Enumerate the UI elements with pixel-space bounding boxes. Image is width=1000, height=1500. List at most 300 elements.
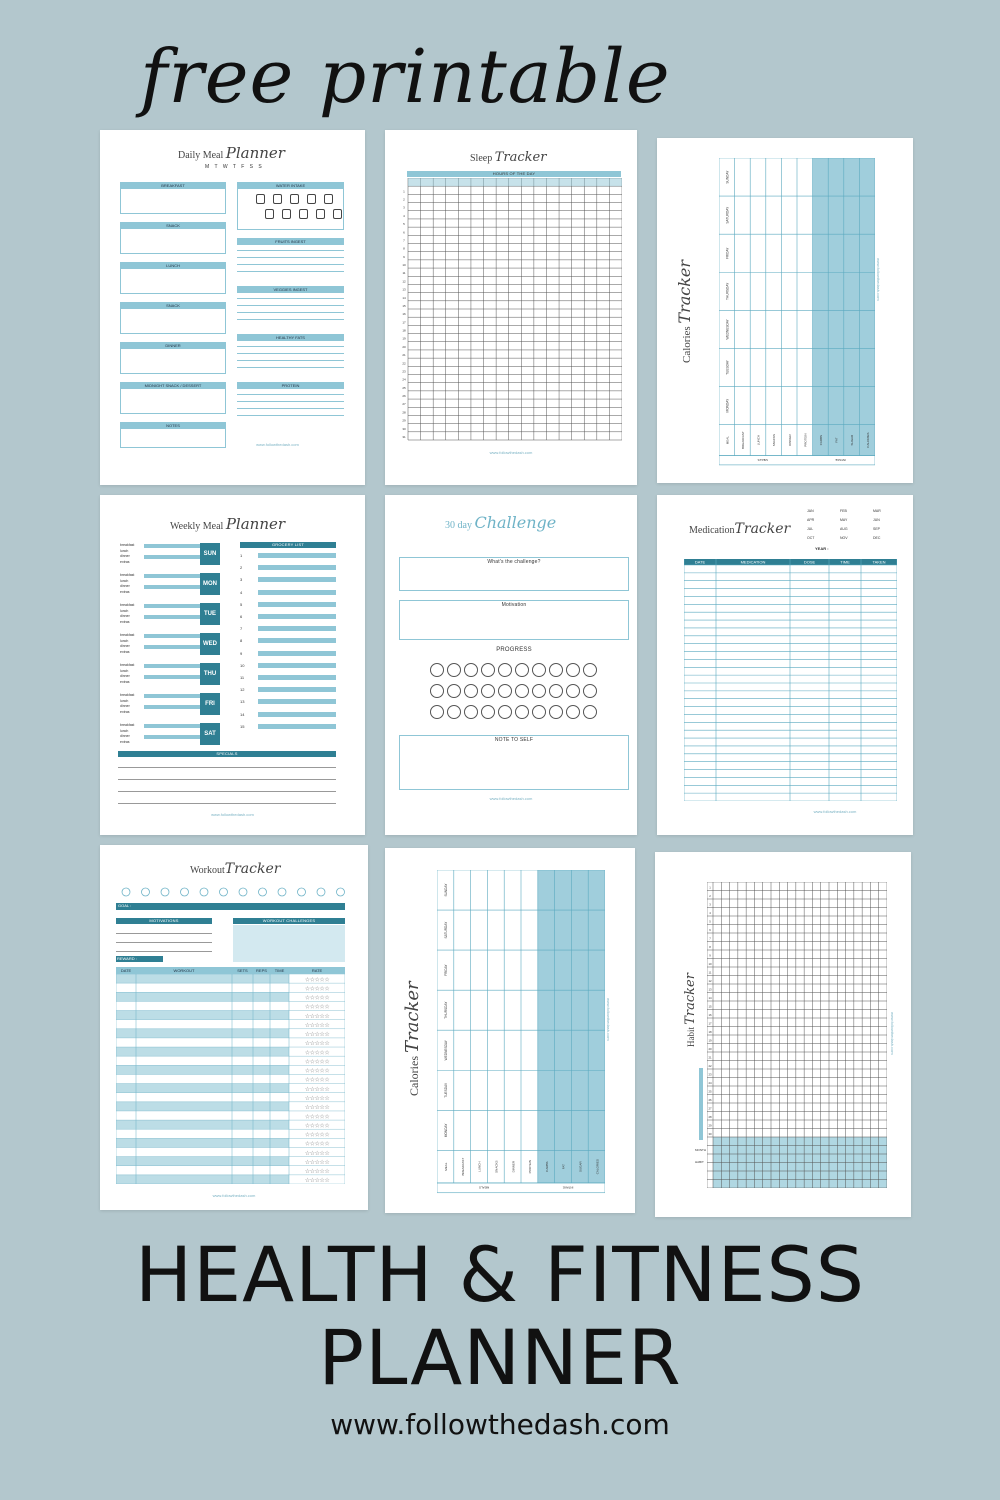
workout-reward: REWARD : xyxy=(117,956,137,961)
meal-row-label: dinner xyxy=(120,644,130,648)
workout-circles xyxy=(118,882,348,898)
svg-text:☆☆☆☆☆: ☆☆☆☆☆ xyxy=(304,1169,330,1176)
water-box xyxy=(237,182,344,230)
svg-text:DINNER: DINNER xyxy=(787,434,792,446)
sleep-hours-label: HOURS OF THE DAY xyxy=(492,171,536,176)
workout-goal: GOAL : xyxy=(118,903,132,908)
grocery-bar xyxy=(258,590,336,595)
intake-line xyxy=(237,305,344,306)
svg-text:FAT: FAT xyxy=(561,1164,566,1170)
grocery-bar xyxy=(258,602,336,607)
meal-row-label: breakfast xyxy=(120,543,135,547)
workout-footer: www.followthedash.com xyxy=(212,1193,256,1198)
svg-text:6: 6 xyxy=(709,927,711,932)
meal-row-bar xyxy=(144,724,200,728)
svg-text:FRIDAY: FRIDAY xyxy=(444,964,449,976)
svg-text:3: 3 xyxy=(709,902,711,907)
footer-title-line1: HEALTH & FITNESS xyxy=(134,1230,866,1319)
svg-text:☆☆☆☆☆: ☆☆☆☆☆ xyxy=(304,1159,330,1166)
grocery-number: 6 xyxy=(240,614,243,619)
habit-title-b: Tracker xyxy=(683,973,698,1025)
svg-text:DINNER: DINNER xyxy=(511,1160,516,1173)
intake-line xyxy=(237,408,344,409)
sleep-grid xyxy=(400,178,622,446)
svg-text:11: 11 xyxy=(708,970,712,975)
grocery-bar xyxy=(258,675,336,680)
meal-row-bar xyxy=(144,585,200,589)
svg-text:30: 30 xyxy=(402,426,406,431)
challenge-note-label: NOTE TO SELF xyxy=(494,737,534,743)
meal-section-label: LUNCH xyxy=(120,262,226,269)
sleep-tracker-page xyxy=(385,130,637,485)
svg-text:TUESDAY: TUESDAY xyxy=(444,1082,449,1098)
meal-row-label: lunch xyxy=(120,698,129,703)
meal-row-bar xyxy=(144,621,200,625)
intake-section-label: VEGGIES INGEST xyxy=(237,286,344,293)
habit-tracker-page xyxy=(655,852,911,1217)
meal-row-bar xyxy=(144,735,200,739)
svg-text:SNACKS: SNACKS xyxy=(772,433,777,447)
month-label: MAY xyxy=(840,518,848,522)
challenge-footer: www.followthedash.com xyxy=(489,796,533,801)
meal-row-bar xyxy=(144,651,200,655)
svg-text:MEAL: MEAL xyxy=(444,1162,449,1171)
svg-text:LUNCH: LUNCH xyxy=(756,434,761,446)
meal-section-label: MIDNIGHT SNACK / DESSERT xyxy=(120,382,226,389)
grocery-number: 2 xyxy=(240,565,243,571)
grocery-bar xyxy=(258,553,336,558)
svg-text:29: 29 xyxy=(402,418,406,423)
meal-row-label: dinner xyxy=(120,554,130,558)
svg-text:☆☆☆☆☆: ☆☆☆☆☆ xyxy=(304,1086,330,1093)
grocery-bar xyxy=(258,577,336,582)
svg-text:FAT: FAT xyxy=(834,437,839,443)
meal-row-bar xyxy=(144,634,200,638)
grocery-bar xyxy=(258,565,336,570)
svg-text:13: 13 xyxy=(708,987,712,992)
svg-text:27: 27 xyxy=(708,1106,712,1111)
weekly-title-a: Weekly Meal xyxy=(170,521,224,532)
svg-text:30: 30 xyxy=(708,1131,712,1136)
footer-title-line2: PLANNER xyxy=(318,1313,682,1402)
month-label: JUN xyxy=(873,518,880,522)
habit-title xyxy=(683,973,698,1047)
svg-text:TUESDAY: TUESDAY xyxy=(725,360,730,375)
svg-text:19: 19 xyxy=(708,1038,712,1043)
svg-text:1: 1 xyxy=(403,189,405,194)
svg-text:CALORIES: CALORIES xyxy=(865,432,870,448)
intake-line xyxy=(237,271,344,272)
workout-column-label: RATE xyxy=(311,968,323,973)
svg-text:28: 28 xyxy=(402,410,406,415)
sleep-title-b: Tracker xyxy=(494,150,547,165)
grocery-bar xyxy=(258,699,336,704)
intake-line xyxy=(237,394,344,395)
month-label: AUG xyxy=(840,527,848,531)
intake-line xyxy=(237,367,344,368)
svg-text:20: 20 xyxy=(402,344,406,349)
month-label: JUL xyxy=(807,527,814,531)
calories-title-a-2: Calories xyxy=(407,1056,421,1096)
svg-text:TIME: TIME xyxy=(840,559,850,565)
workout-grid xyxy=(116,974,345,1184)
svg-text:SUGAR: SUGAR xyxy=(850,434,855,446)
meal-row-bar xyxy=(144,730,200,734)
svg-text:☆☆☆☆☆: ☆☆☆☆☆ xyxy=(304,1150,330,1157)
meal-row-label: dinner xyxy=(120,734,130,738)
grocery-number: 8 xyxy=(240,638,243,644)
daily-meal-planner-page xyxy=(100,130,365,485)
meal-row-bar xyxy=(144,711,200,715)
habit-footer: www.followthedash.com xyxy=(890,1012,895,1055)
medication-footer: www.followthedash.com xyxy=(813,809,857,814)
progress-circles xyxy=(429,660,599,722)
meal-row-label: extras xyxy=(120,649,130,654)
meal-section-label: SNACK xyxy=(120,222,226,229)
svg-text:SUGAR: SUGAR xyxy=(578,1161,583,1172)
sleep-title-a: Sleep xyxy=(470,153,493,164)
svg-text:MEALS: MEALS xyxy=(757,458,768,463)
intake-line xyxy=(237,257,344,258)
meal-row-bar xyxy=(144,705,200,709)
meal-row-label: dinner xyxy=(120,614,130,618)
svg-text:☆☆☆☆☆: ☆☆☆☆☆ xyxy=(304,1068,330,1075)
challenge-progress-label: PROGRESS xyxy=(496,647,532,653)
svg-text:WEDNESDAY: WEDNESDAY xyxy=(725,319,730,340)
month-label: SEP xyxy=(873,527,881,531)
meal-row-bar xyxy=(144,574,200,578)
day-label: FRI xyxy=(200,693,220,715)
svg-text:☆☆☆☆☆: ☆☆☆☆☆ xyxy=(304,1114,330,1121)
svg-text:29: 29 xyxy=(708,1123,712,1128)
intake-section-label: FRUITS INGEST xyxy=(237,238,344,245)
svg-text:10: 10 xyxy=(708,961,712,966)
workout-column-label: SETS xyxy=(237,968,248,973)
grocery-number: 5 xyxy=(240,601,243,607)
intake-section-label: PROTEIN xyxy=(237,382,344,389)
medication-title-b: Tracker xyxy=(734,521,791,537)
meal-row-label: extras xyxy=(120,619,130,624)
svg-text:BREAKFAST: BREAKFAST xyxy=(460,1157,465,1176)
svg-text:9: 9 xyxy=(709,953,711,958)
svg-text:18: 18 xyxy=(708,1029,712,1034)
meal-row-label: breakfast xyxy=(120,693,135,697)
day-label: MON xyxy=(200,573,220,595)
svg-text:9: 9 xyxy=(403,254,405,259)
svg-text:12: 12 xyxy=(708,978,712,983)
svg-text:17: 17 xyxy=(402,320,406,325)
svg-text:3: 3 xyxy=(403,205,405,210)
meal-row-label: dinner xyxy=(120,704,130,708)
meal-section-label: BREAKFAST xyxy=(120,182,226,189)
intake-line xyxy=(237,298,344,299)
weekly-title-b: Planner xyxy=(225,515,286,533)
meal-row-bar xyxy=(144,640,200,644)
meal-row-bar xyxy=(144,550,200,554)
footer-url: www.followthedash.com xyxy=(330,1408,670,1441)
svg-text:23: 23 xyxy=(402,369,406,374)
svg-text:PROTEIN: PROTEIN xyxy=(528,1159,533,1174)
meal-row-label: lunch xyxy=(120,638,129,643)
calories-footer-1: www.followthedash.com xyxy=(876,258,881,301)
sleep-footer: www.followthedash.com xyxy=(489,450,533,455)
habit-title-a: Habit xyxy=(686,1027,696,1047)
calories-title-2 xyxy=(402,981,423,1096)
svg-text:22: 22 xyxy=(402,361,406,366)
svg-text:5: 5 xyxy=(403,222,405,227)
svg-text:13: 13 xyxy=(402,287,406,292)
grocery-number: 15 xyxy=(240,723,245,729)
meal-row-bar xyxy=(144,555,200,559)
meal-row-label: extras xyxy=(120,589,130,594)
intake-line xyxy=(237,401,344,402)
svg-text:MONDAY: MONDAY xyxy=(444,1123,449,1138)
meal-row-bar xyxy=(144,544,200,548)
month-label: NOV xyxy=(840,536,848,540)
grocery-bar xyxy=(258,687,336,692)
svg-text:CARBS: CARBS xyxy=(818,434,823,446)
svg-text:SNACKS: SNACKS xyxy=(494,1160,499,1173)
day-label: THU xyxy=(200,663,220,685)
intake-line xyxy=(237,415,344,416)
workout-tracker-page xyxy=(100,845,368,1210)
meal-row-label: breakfast xyxy=(120,663,135,667)
month-label: DEC xyxy=(873,536,881,540)
medication-year: YEAR : xyxy=(815,546,829,551)
daily-meal-days: M T W T F S S xyxy=(205,164,264,170)
meal-row-bar xyxy=(144,561,200,565)
specials-label: SPECIALS xyxy=(216,751,238,756)
meal-row-label: lunch xyxy=(120,548,129,553)
svg-text:☆☆☆☆☆: ☆☆☆☆☆ xyxy=(304,1059,330,1066)
svg-text:SATURDAY: SATURDAY xyxy=(725,206,730,224)
svg-text:DOSE: DOSE xyxy=(803,559,816,565)
meal-row-label: breakfast xyxy=(120,723,135,727)
day-label: TUE xyxy=(200,603,220,625)
meal-section-label: SNACK xyxy=(120,302,226,309)
svg-text:17: 17 xyxy=(708,1021,712,1026)
svg-text:INTAKE: INTAKE xyxy=(562,1185,574,1190)
medication-title-a: Medication xyxy=(689,525,735,536)
svg-text:☆☆☆☆☆: ☆☆☆☆☆ xyxy=(304,1022,330,1029)
meal-row-label: extras xyxy=(120,709,130,714)
weekly-footer: www.followthedash.com xyxy=(211,812,254,817)
svg-text:4: 4 xyxy=(403,213,405,218)
header-script-title: free printable xyxy=(140,34,671,120)
svg-text:27: 27 xyxy=(402,402,406,407)
svg-text:7: 7 xyxy=(709,936,711,941)
intake-line xyxy=(237,264,344,265)
day-label: WED xyxy=(200,633,220,655)
meal-row-label: lunch xyxy=(120,608,129,613)
svg-text:☆☆☆☆☆: ☆☆☆☆☆ xyxy=(304,1123,330,1130)
grocery-bar xyxy=(258,663,336,668)
svg-text:SUNDAY: SUNDAY xyxy=(444,883,449,897)
svg-text:THURSDAY: THURSDAY xyxy=(725,282,730,300)
svg-text:7: 7 xyxy=(403,238,405,243)
svg-text:26: 26 xyxy=(402,394,406,399)
grocery-number: 4 xyxy=(240,589,243,595)
svg-text:25: 25 xyxy=(402,385,406,390)
meal-row-bar xyxy=(144,700,200,704)
day-label: SAT xyxy=(200,723,220,745)
svg-text:CARBS: CARBS xyxy=(544,1161,549,1172)
meal-row-bar xyxy=(144,681,200,685)
svg-text:☆☆☆☆☆: ☆☆☆☆☆ xyxy=(304,1105,330,1112)
svg-text:16: 16 xyxy=(402,312,406,317)
svg-text:☆☆☆☆☆: ☆☆☆☆☆ xyxy=(304,1178,330,1184)
meal-row-bar xyxy=(144,664,200,668)
grocery-bar xyxy=(258,651,336,656)
svg-text:☆☆☆☆☆: ☆☆☆☆☆ xyxy=(304,995,330,1002)
month-label: APR xyxy=(807,518,815,522)
svg-text:19: 19 xyxy=(402,336,406,341)
svg-text:☆☆☆☆☆: ☆☆☆☆☆ xyxy=(304,1004,330,1011)
svg-text:25: 25 xyxy=(708,1089,712,1094)
calories-grid-2 xyxy=(437,870,605,1196)
meal-row-label: lunch xyxy=(120,728,129,733)
svg-text:18: 18 xyxy=(402,328,406,333)
svg-text:10: 10 xyxy=(402,263,406,268)
svg-text:TAKEN: TAKEN xyxy=(872,559,886,565)
svg-text:31: 31 xyxy=(402,434,406,439)
challenge-title-b: Challenge xyxy=(474,513,557,532)
svg-text:DATE: DATE xyxy=(694,559,706,565)
intake-line xyxy=(237,346,344,347)
svg-text:22: 22 xyxy=(708,1063,712,1068)
svg-text:8: 8 xyxy=(709,944,711,949)
medication-tracker-page xyxy=(657,495,913,835)
meal-section-label: NOTES xyxy=(120,422,226,429)
habit-habit-label: HABIT xyxy=(695,1160,704,1164)
svg-text:SATURDAY: SATURDAY xyxy=(444,921,449,939)
svg-text:8: 8 xyxy=(403,246,405,251)
svg-text:☆☆☆☆☆: ☆☆☆☆☆ xyxy=(304,1077,330,1084)
svg-text:21: 21 xyxy=(708,1055,712,1060)
svg-text:☆☆☆☆☆: ☆☆☆☆☆ xyxy=(304,1050,330,1057)
calories-title-1 xyxy=(675,260,694,363)
svg-text:MEALS: MEALS xyxy=(478,1185,490,1190)
meal-row-label: dinner xyxy=(120,674,130,678)
challenge-title-a: 30 day xyxy=(445,520,472,531)
svg-text:5: 5 xyxy=(709,919,711,924)
calories-title-b-1: Tracker xyxy=(675,259,694,324)
meal-row-bar xyxy=(144,675,200,679)
intake-section-label: WATER INTAKE xyxy=(237,182,344,189)
grocery-bar xyxy=(258,626,336,631)
workout-column-label: DATE xyxy=(120,968,132,973)
medication-grid xyxy=(684,559,897,801)
calories-grid-1 xyxy=(719,158,875,468)
weekly-meal-planner-page xyxy=(100,495,365,835)
challenge-motivation: Motivation xyxy=(501,602,527,608)
svg-text:FRIDAY: FRIDAY xyxy=(725,247,730,259)
grocery-label: GROCERY LIST xyxy=(271,542,305,547)
intake-line xyxy=(237,312,344,313)
svg-text:28: 28 xyxy=(708,1114,712,1119)
meal-section-label: DINNER xyxy=(120,342,226,349)
svg-text:14: 14 xyxy=(402,295,406,300)
workout-column-label: TIME xyxy=(274,968,285,973)
svg-text:☆☆☆☆☆: ☆☆☆☆☆ xyxy=(304,977,330,984)
intake-line xyxy=(237,360,344,361)
svg-text:☆☆☆☆☆: ☆☆☆☆☆ xyxy=(304,1132,330,1139)
svg-text:☆☆☆☆☆: ☆☆☆☆☆ xyxy=(304,1041,330,1048)
meal-row-label: extras xyxy=(120,679,130,684)
month-label: MAR xyxy=(873,509,881,513)
grocery-number: 10 xyxy=(240,662,245,668)
habit-month-label: MONTH xyxy=(695,1148,706,1152)
svg-text:LUNCH: LUNCH xyxy=(477,1161,482,1172)
svg-text:☆☆☆☆☆: ☆☆☆☆☆ xyxy=(304,1141,330,1148)
meal-row-label: breakfast xyxy=(120,633,135,637)
intake-section-label: HEALTHY FATS xyxy=(237,334,344,341)
workout-title-b: Tracker xyxy=(224,861,281,877)
daily-meal-title xyxy=(178,144,285,162)
habit-grid xyxy=(707,882,887,1188)
svg-text:BREAKFAST: BREAKFAST xyxy=(740,431,745,449)
meal-row-label: extras xyxy=(120,739,130,744)
meal-row-bar xyxy=(144,670,200,674)
svg-text:2: 2 xyxy=(709,893,711,898)
svg-text:WEDNESDAY: WEDNESDAY xyxy=(444,1040,449,1061)
daily-meal-footer: www.followthedash.com xyxy=(256,442,299,447)
meal-row-bar xyxy=(144,591,200,595)
svg-text:MEDICATION: MEDICATION xyxy=(740,559,766,565)
meal-row-bar xyxy=(144,615,200,619)
meal-row-label: lunch xyxy=(120,668,129,673)
meal-row-bar xyxy=(144,741,200,745)
svg-text:23: 23 xyxy=(708,1072,712,1077)
grocery-bar xyxy=(258,638,336,643)
grocery-bar xyxy=(258,724,336,729)
svg-text:6: 6 xyxy=(403,230,405,235)
grocery-bar xyxy=(258,614,336,619)
svg-text:21: 21 xyxy=(402,353,406,358)
meal-row-label: lunch xyxy=(120,578,129,583)
workout-title-a: Workout xyxy=(190,865,225,876)
grocery-number: 12 xyxy=(240,687,245,693)
month-label: JAN xyxy=(807,509,814,513)
workout-motivations: MOTIVATIONS xyxy=(149,918,179,923)
svg-text:16: 16 xyxy=(708,1012,712,1017)
calories-title-b-2: Tracker xyxy=(402,981,423,1053)
svg-text:11: 11 xyxy=(402,271,406,276)
grocery-number: 1 xyxy=(240,553,243,558)
svg-text:26: 26 xyxy=(708,1097,712,1102)
grocery-number: 11 xyxy=(240,675,245,680)
calories-title-a-1: Calories xyxy=(681,326,693,363)
calories-tracker-page-2 xyxy=(385,848,635,1213)
workout-challenges: WORKOUT CHALLENGES xyxy=(262,918,316,923)
challenge-question: What's the challenge? xyxy=(487,559,541,565)
calories-tracker-page-1 xyxy=(657,138,913,483)
svg-text:15: 15 xyxy=(402,303,406,308)
svg-text:MEAL: MEAL xyxy=(725,436,730,445)
meal-row-bar xyxy=(144,645,200,649)
intake-line xyxy=(237,250,344,251)
intake-line xyxy=(237,319,344,320)
grocery-number: 7 xyxy=(240,626,243,632)
svg-text:24: 24 xyxy=(708,1080,712,1085)
meal-row-bar xyxy=(144,610,200,614)
svg-text:THURSDAY: THURSDAY xyxy=(444,1001,449,1019)
svg-text:☆☆☆☆☆: ☆☆☆☆☆ xyxy=(304,1032,330,1039)
daily-meal-title-a: Daily Meal xyxy=(178,150,224,161)
svg-text:☆☆☆☆☆: ☆☆☆☆☆ xyxy=(304,986,330,993)
meal-row-label: extras xyxy=(120,559,130,564)
svg-text:4: 4 xyxy=(709,910,711,915)
